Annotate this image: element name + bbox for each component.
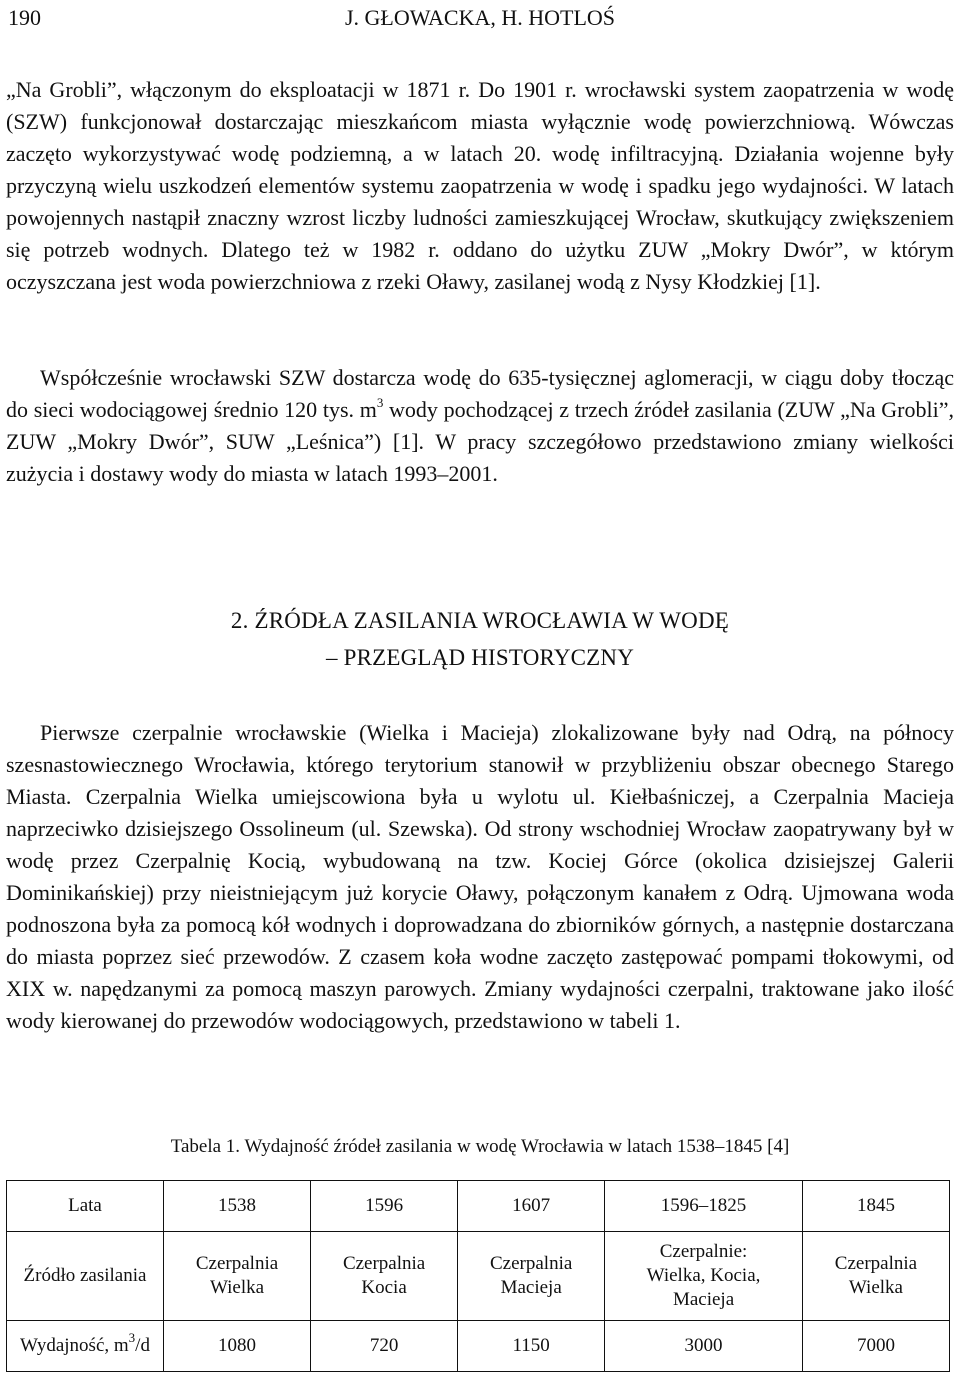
data-table <box>6 1180 950 1372</box>
row-header-source: Źródło zasilania <box>7 1232 164 1321</box>
table-cell-output: 7000 <box>802 1321 949 1372</box>
cell-line: Wielka <box>848 1277 903 1298</box>
superscript: 3 <box>128 1329 136 1345</box>
table-caption: Tabela 1. Wydajność źródeł zasilania w wodę Wrocławia w latach 1538–1845 [4] <box>170 1136 790 1157</box>
table-cell-year: 1596–1825 <box>605 1181 803 1232</box>
cell-line: Czerpalnia <box>490 1253 573 1274</box>
table-cell-year: 1538 <box>164 1181 311 1232</box>
table-cell-output: 1150 <box>458 1321 605 1372</box>
row-header-output <box>7 1321 164 1372</box>
table-cell-output: 3000 <box>605 1321 803 1372</box>
table-cell-source <box>605 1232 803 1321</box>
table-row <box>7 1321 950 1372</box>
cell-line: Czerpalnia <box>834 1253 918 1274</box>
cell-line: Wielka <box>209 1277 265 1298</box>
cell-text: Wydajność, m <box>20 1335 129 1356</box>
table-cell-year: 1596 <box>311 1181 458 1232</box>
running-title: J. GŁOWACKA, H. HOTLOŚ <box>344 5 616 30</box>
table-cell-output: 720 <box>311 1321 458 1372</box>
page-number: 190 <box>8 5 41 30</box>
table-cell-output: 1080 <box>164 1321 311 1372</box>
table-cell-year: 1607 <box>458 1181 605 1232</box>
cell-line: Wielka, Kocia, <box>646 1265 761 1286</box>
table-row <box>7 1181 950 1232</box>
superscript: 3 <box>376 394 384 410</box>
paragraph-continued: „Na Grobli”, włączonym do eksploatacji w 1871 r. Do 1901 r. wrocławski system zaopatrzenia w wodę (SZW) funkcjonował dostarczając mieszkańcom miasta wyłącznie wodę powierzchniową. Wówczas zaczęto wykorzystywać wodę podziemną, a w latach 20. wodę infiltracyjną. Działania wojenne były przyczyną wielu uszkodzeń elementów systemu zaopatrzenia w wodę i spadku jego wydajności. W latach powojennych nastąpił znaczny wzrost liczby ludności zamieszkującej Wrocław, skutkujący zwiększeniem się potrzeb wodnych. Dlatego też w 1982 r. oddano do użytku ZUW „Mokry Dwór”, w którym oczyszczana jest woda powierzchniowa z rzeki Oławy, zasilanej wodą z Nysy Kłodzkiej [1]. <box>6 77 954 294</box>
table-cell-source <box>164 1232 311 1321</box>
cell-line: Czerpalnia <box>342 1253 426 1274</box>
table-cell-year: 1845 <box>802 1181 949 1232</box>
cell-text: /d <box>135 1335 150 1356</box>
paragraph-current-system <box>6 362 954 490</box>
table-cell-source <box>311 1232 458 1321</box>
cell-line: Czerpalnie: <box>659 1241 748 1262</box>
paragraph-history <box>6 717 954 1037</box>
table-row <box>7 1232 950 1321</box>
cell-line: Macieja <box>500 1277 562 1298</box>
section-heading-line-1: 2. ŹRÓDŁA ZASILANIA WROCŁAWIA W WODĘ <box>230 608 730 633</box>
cell-line: Czerpalnia <box>195 1253 279 1274</box>
paragraph-text: wody pochodzącej z trzech źródeł zasilania (ZUW „Na Grobli”, ZUW „Mokry Dwór”, SUW „Leśnica”) [1]. W pracy szczegółowo przedstawiono zmiany wielkości zużycia i dostawy wody do miasta w latach 1993–2001. <box>6 397 954 486</box>
paragraph-text: Współcześnie wrocławski SZW dostarcza wodę do 635-tysięcznej aglomeracji, w ciągu doby tłocząc do sieci wodociągowej średnio 120 tys. m <box>6 365 954 422</box>
section-heading-line-2: – PRZEGLĄD HISTORYCZNY <box>325 645 635 670</box>
table-cell-source <box>802 1232 949 1321</box>
paragraph-text: Pierwsze czerpalnie wrocławskie (Wielka i Macieja) zlokalizowane były nad Odrą, na północy szesnastowiecznego Wrocławia, którego terytorium stanowił w przybliżeniu obszar obecnego Starego Miasta. Czerpalnia Wielka umiejscowiona była u wylotu ul. Kiełbaśniczej, a Czerpalnia Macieja naprzeciwko dzisiejszego Ossolineum (ul. Szewska). Od strony wschodniej Wrocław zaopatrywany był w wodę przez Czerpalnię Kocią, wybudowaną na tzw. Kociej Górce (okolica dzisiejszej Galerii Dominikańskiej) przy nieistniejącym już korycie Oławy, połączonym kanałem z Odrą. Ujmowana woda podnoszona była za pomocą kół wodnych i doprowadzana do zbiorników górnych, a następnie dostarczana do miasta poprzez sieć przewodów. Z czasem koła wodne zaczęto zastępować pompami tłokowymi, od XIX w. napędzanymi za pomocą maszyn parowych. Zmiany wydajności czerpalni, traktowane jako ilość wody kierowanej do przewodów wodociągowych, przedstawiono w tabeli 1. <box>6 720 954 1033</box>
table-cell-source <box>458 1232 605 1321</box>
cell-line: Kocia <box>361 1277 407 1298</box>
row-header-years: Lata <box>7 1181 164 1232</box>
cell-line: Macieja <box>672 1289 735 1310</box>
